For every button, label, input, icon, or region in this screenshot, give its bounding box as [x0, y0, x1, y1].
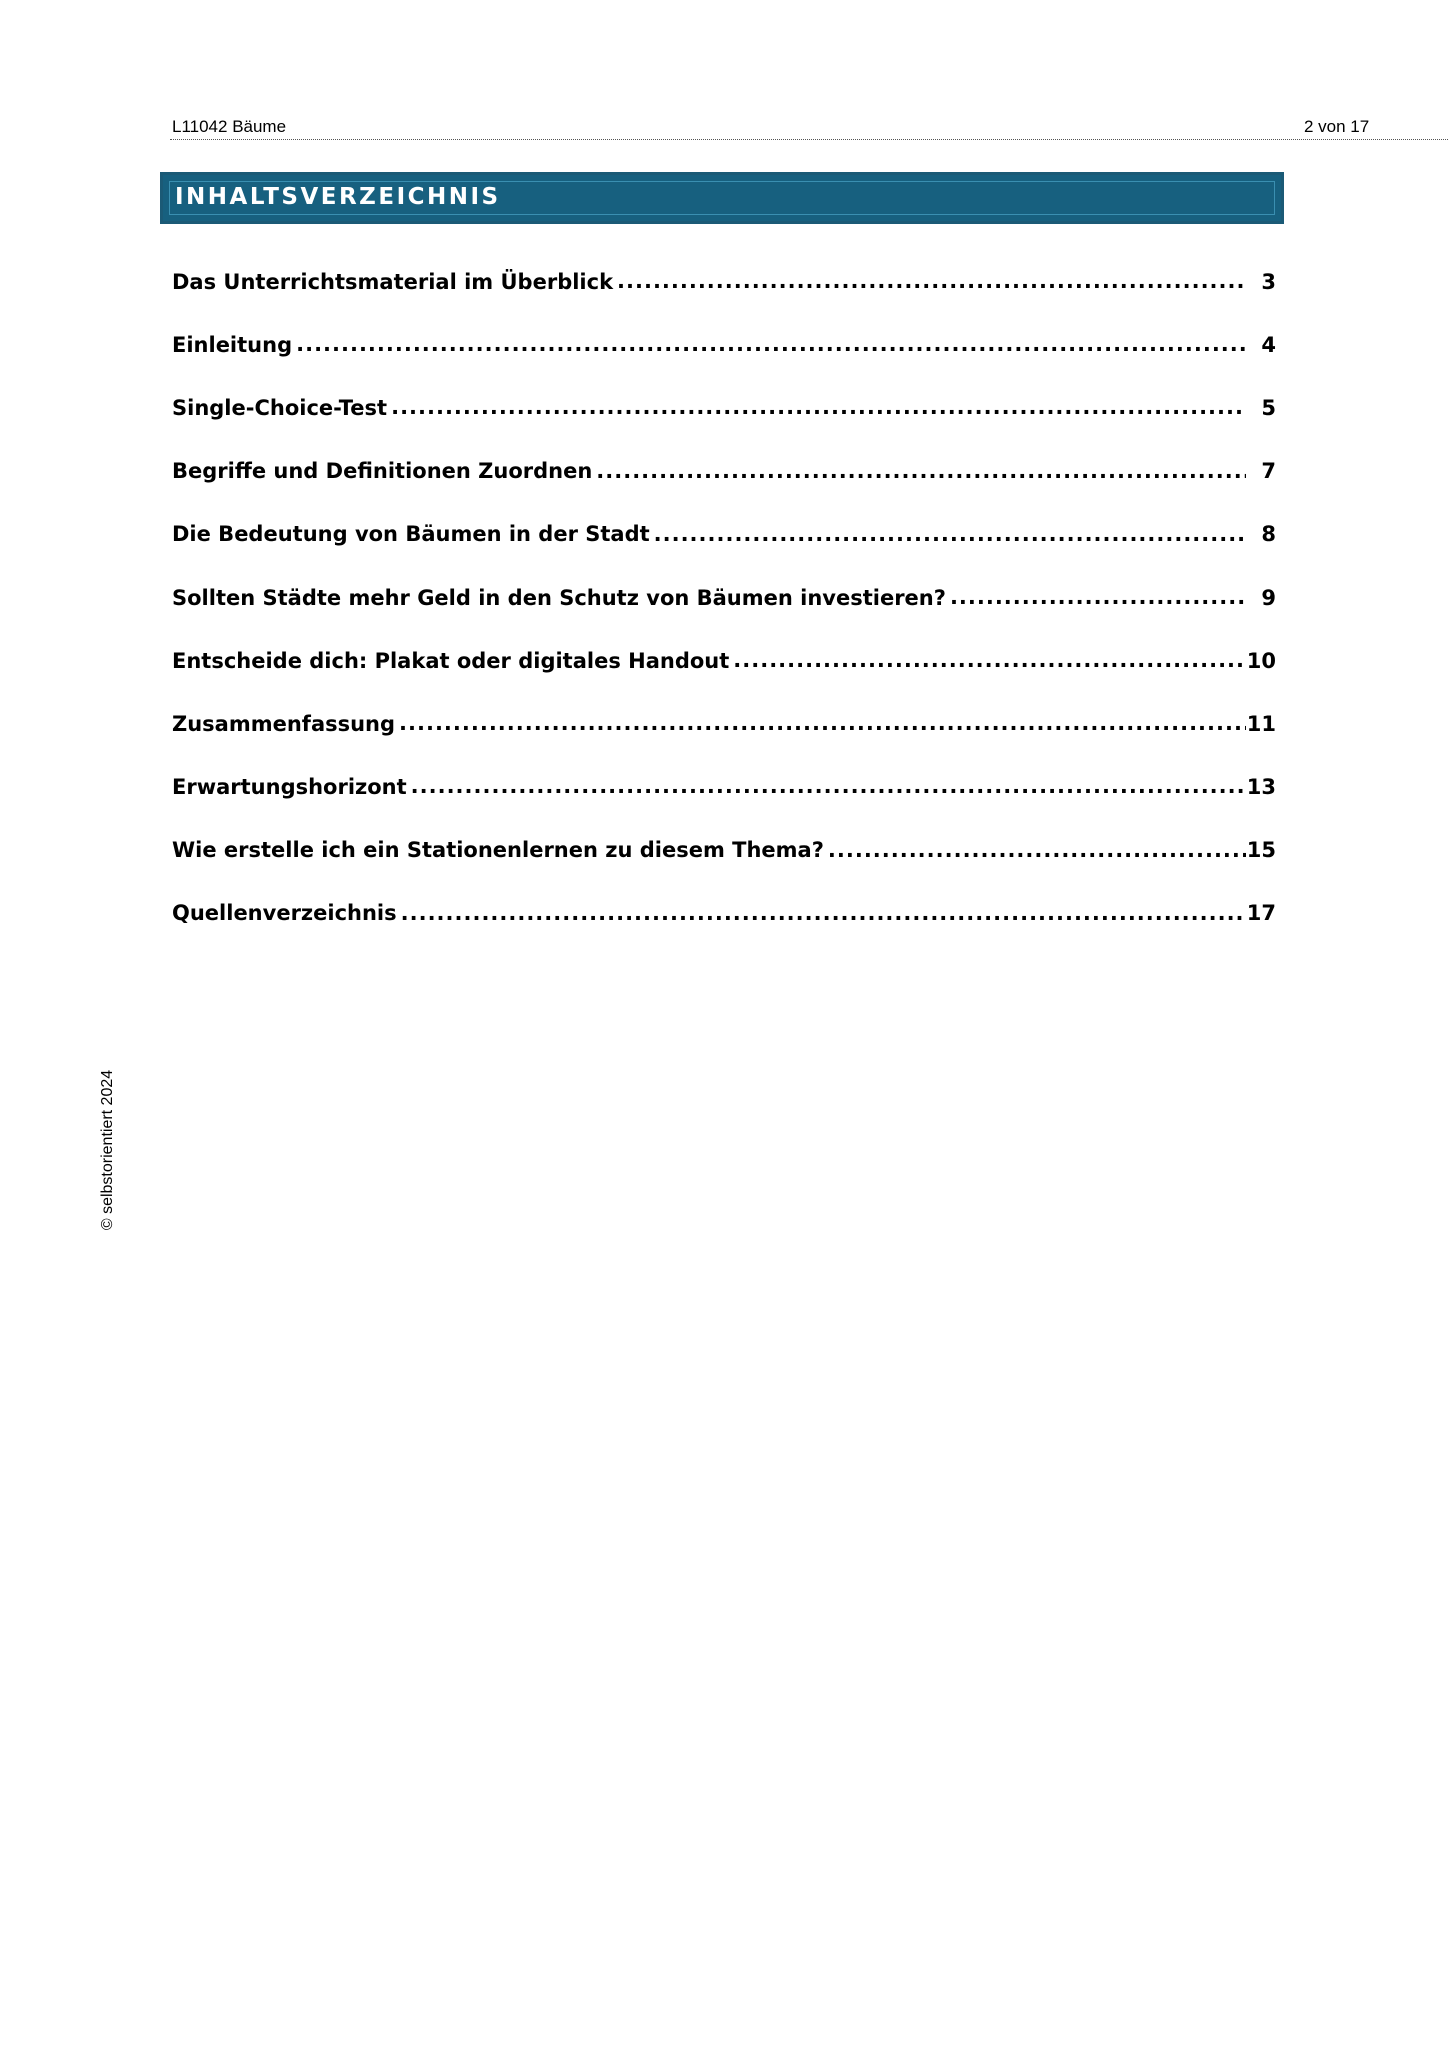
dot-leader: [828, 837, 1246, 864]
toc-entry-page: 8: [1261, 522, 1276, 547]
dot-leader: [401, 900, 1246, 927]
dot-leader: [391, 394, 1246, 421]
toc-entry-overview[interactable]: [172, 250, 1276, 313]
toc-entry-title: Erwartungshorizont: [172, 775, 407, 800]
toc-entry-single-choice-test[interactable]: [172, 376, 1276, 439]
dot-leader: [411, 773, 1246, 800]
dot-leader: [596, 458, 1246, 485]
dot-leader: [733, 647, 1246, 674]
toc-entry-page: 17: [1246, 901, 1276, 926]
page-count: 2 von 17: [1304, 117, 1370, 136]
toc-entry-title: Die Bedeutung von Bäumen in der Stadt: [172, 522, 650, 547]
document-title: L11042 Bäume: [172, 117, 287, 136]
toc-entry-page: 3: [1261, 269, 1276, 294]
toc-entry-page: 7: [1261, 459, 1276, 484]
toc-entry-title: Wie erstelle ich ein Stationenlernen zu diesem Thema?: [172, 838, 824, 863]
toc-entry-title: Zusammenfassung: [172, 711, 396, 736]
toc-entry-page: 4: [1261, 332, 1276, 357]
toc-heading: INHALTSVERZEICHNIS: [175, 184, 501, 210]
page-header: [170, 113, 1448, 140]
toc-entry-title: Quellenverzeichnis: [172, 901, 397, 926]
copyright-text: © selbstorientiert 2024: [99, 1069, 116, 1231]
dot-leader: [617, 268, 1246, 295]
toc-entry-terms-definitions[interactable]: [172, 440, 1276, 503]
toc-entry-title: Das Unterrichtsmaterial im Überblick: [172, 269, 614, 294]
toc-heading-banner: [160, 172, 1284, 224]
toc-entry-page: 11: [1246, 711, 1276, 736]
toc-entry-title: Single-Choice-Test: [172, 395, 388, 420]
toc-entry-expectation-horizon[interactable]: [172, 756, 1276, 819]
toc-entry-trees-in-city[interactable]: [172, 503, 1276, 566]
toc-entry-station-learning[interactable]: [172, 819, 1276, 882]
toc-entry-page: 9: [1261, 585, 1276, 610]
toc-entry-title: Sollten Städte mehr Geld in den Schutz von Bäumen investieren?: [172, 585, 946, 610]
toc-entry-title: Einleitung: [172, 332, 293, 357]
toc-entry-title: Begriffe und Definitionen Zuordnen: [172, 459, 593, 484]
dot-leader: [296, 331, 1246, 358]
toc-entry-page: 10: [1246, 648, 1276, 673]
toc-entry-poster-or-handout[interactable]: [172, 629, 1276, 692]
dot-leader: [950, 584, 1246, 611]
table-of-contents: [172, 250, 1276, 945]
toc-entry-title: Entscheide dich: Plakat oder digitales Handout: [172, 648, 730, 673]
toc-entry-introduction[interactable]: [172, 313, 1276, 376]
dot-leader: [399, 710, 1246, 737]
dot-leader: [654, 521, 1246, 548]
toc-entry-sources[interactable]: [172, 882, 1276, 945]
toc-entry-page: 15: [1246, 838, 1276, 863]
toc-entry-page: 13: [1246, 775, 1276, 800]
toc-entry-summary[interactable]: [172, 692, 1276, 755]
toc-entry-invest-in-trees[interactable]: [172, 566, 1276, 629]
toc-entry-page: 5: [1261, 395, 1276, 420]
